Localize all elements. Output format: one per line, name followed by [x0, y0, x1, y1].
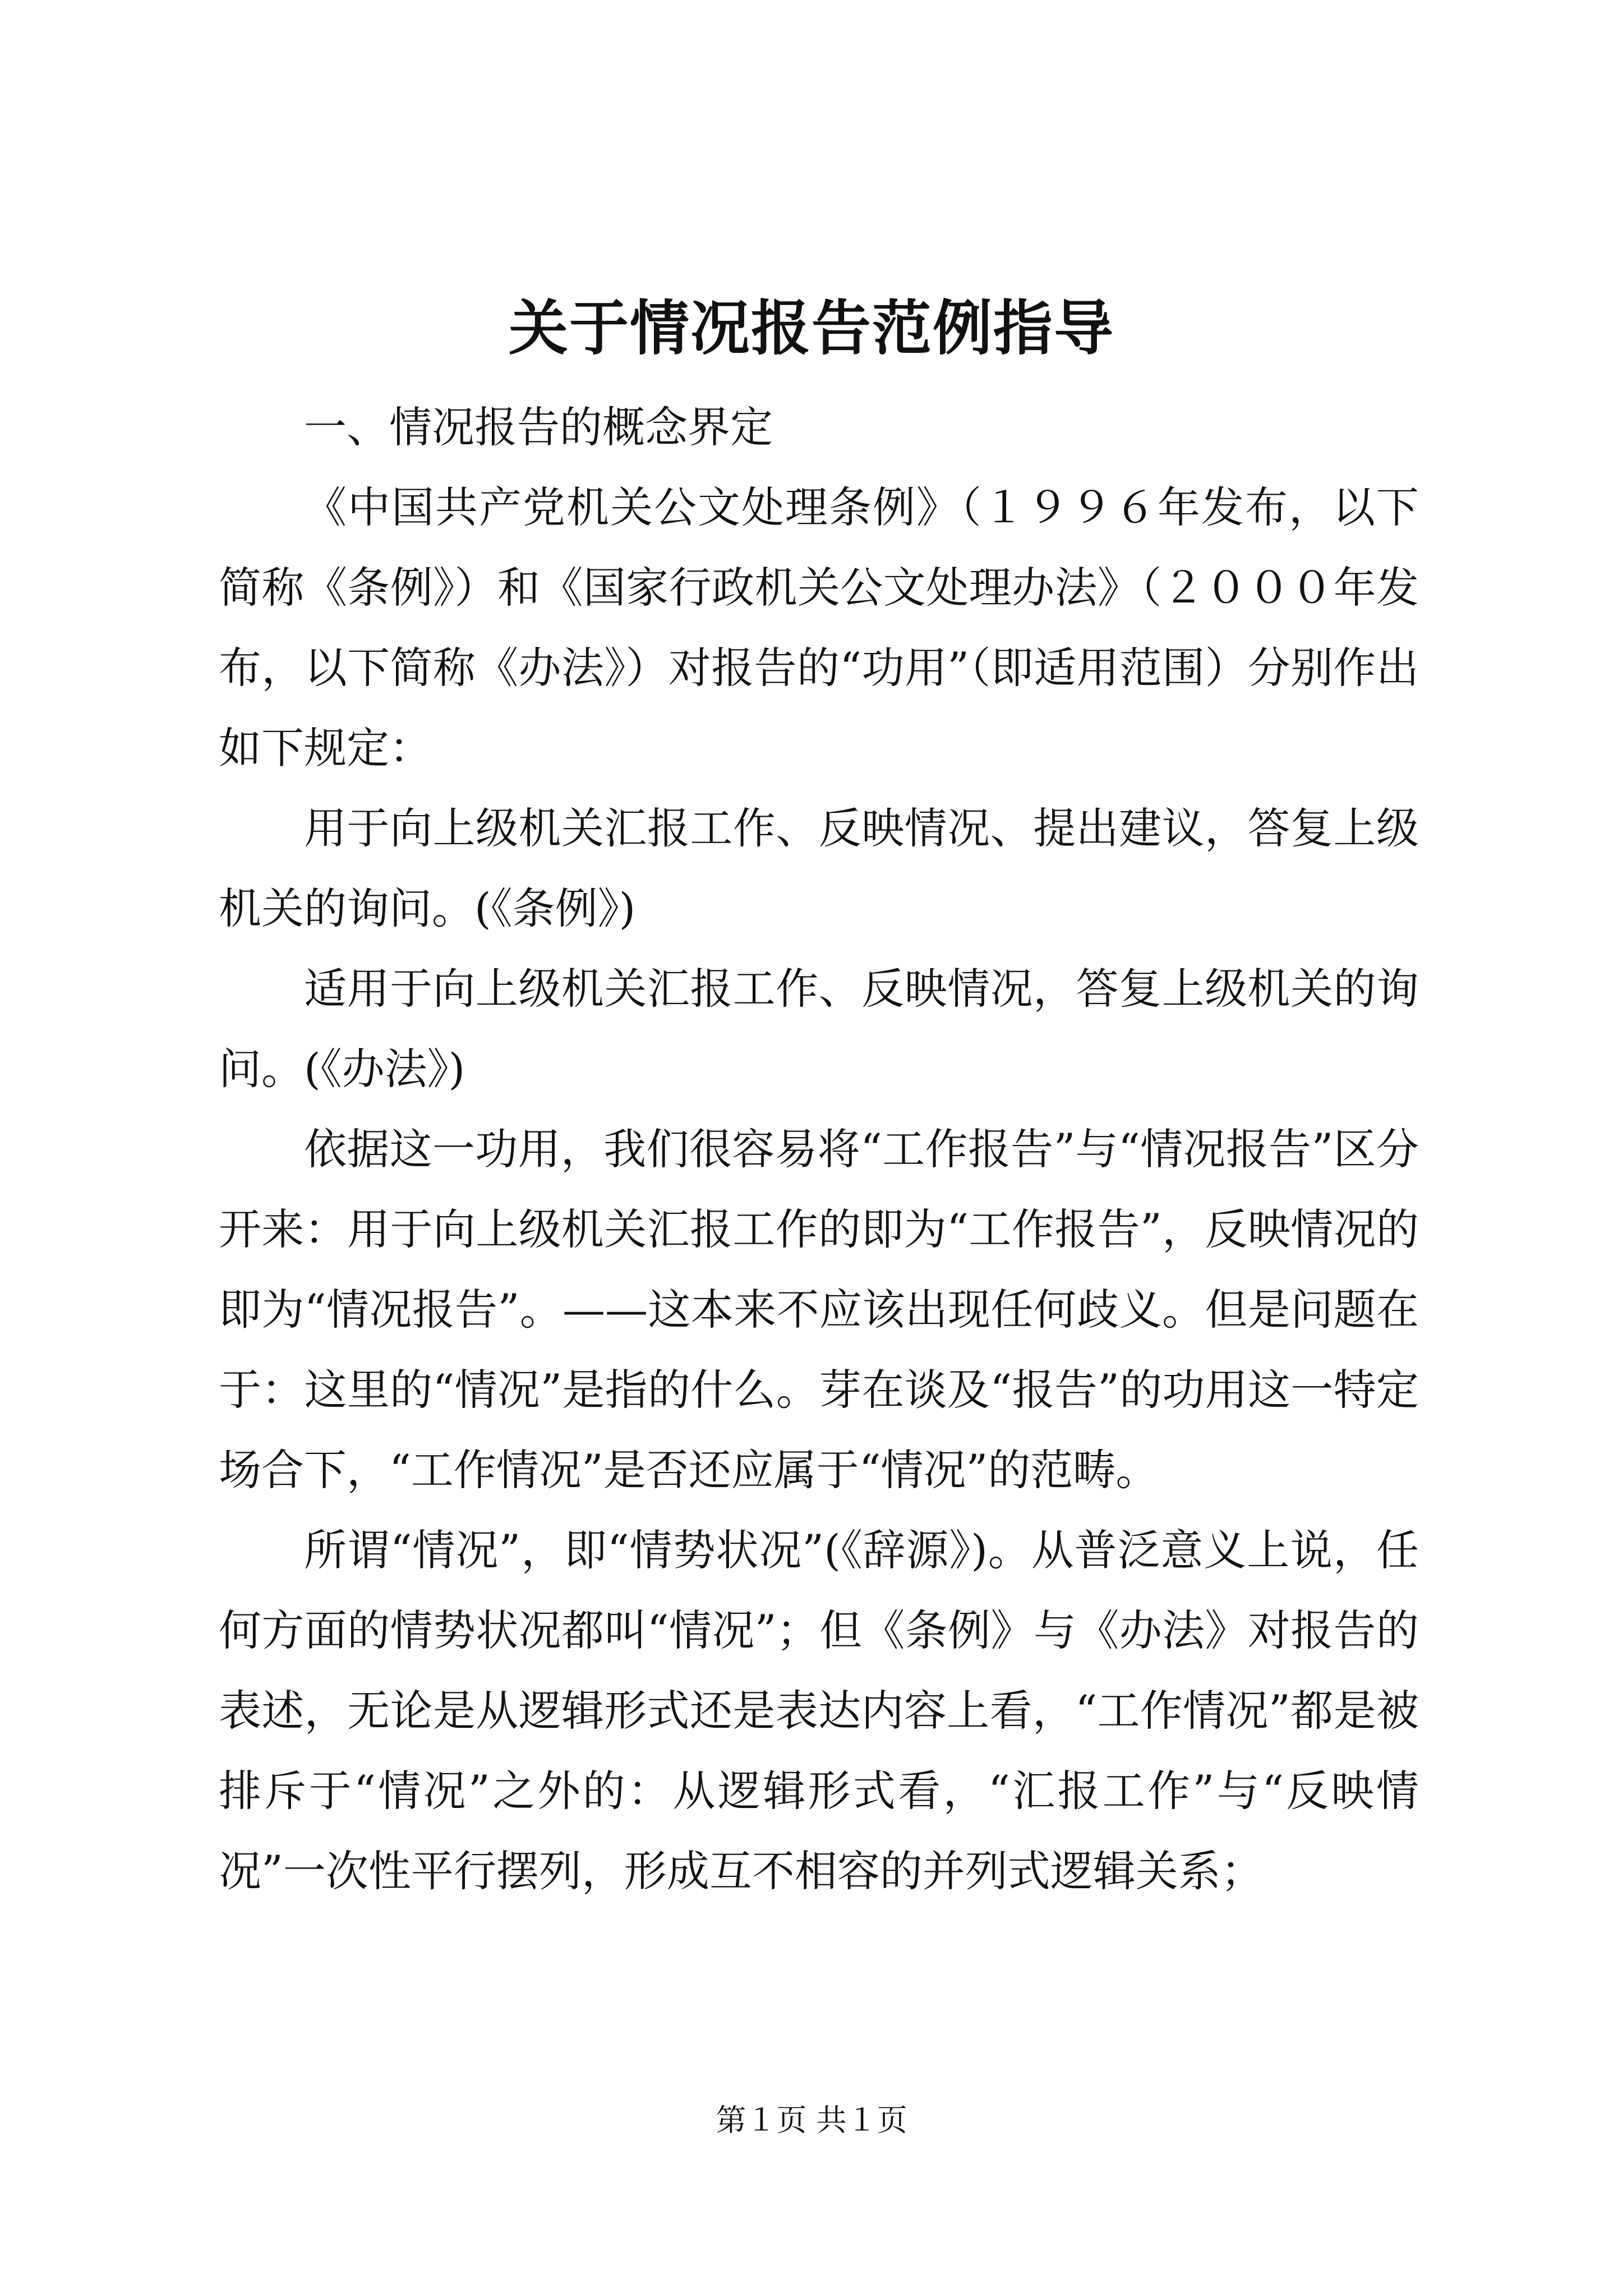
document-body: [219, 387, 1419, 1911]
paragraph: 依据这一功用，我们很容易将“工作报告”与“情况报告”区分开来：用于向上级机关汇报工作的即为“工作报告”，反映情况的即为“情况报告”。——这本来不应该出现任何歧义。但是问题在于：这里的“情况”是指的什么。芽在谈及“报告”的功用这一特定场合下，“工作情况”是否还应属于“情况”的范畴。: [219, 1124, 1419, 1495]
paragraph: 所谓“情况”，即“情势状况”(《辞源》)。从普泛意义上说，任何方面的情势状况都叫“情况”；但《条例》与《办法》对报告的表述，无论是从逻辑形式还是表达内容上看，“工作情况”都是被排斥于“情况”之外的：从逻辑形式看，“汇报工作”与“反映情况”一次性平行摆列，形成互不相容的并列式逻辑关系；: [219, 1525, 1419, 1896]
section-heading: 一、情况报告的概念界定: [304, 402, 773, 452]
page-footer: 第１页 共１页: [716, 2102, 907, 2138]
paragraph: 《中国共产党机关公文处理条例》（１９９６年发布，以下简称《条例》）和《国家行政机关公文处理办法》（２０００年发布，以下简称《办法》）对报告的“功用”（即适用范围）分别作出如下规定：: [219, 482, 1419, 773]
paragraph: 用于向上级机关汇报工作、反映情况、提出建议，答复上级机关的询问。(《条例》): [219, 803, 1419, 933]
document-title: 关于情况报告范例指导: [509, 293, 1114, 363]
paragraph: 适用于向上级机关汇报工作、反映情况，答复上级机关的询问。(《办法》): [219, 964, 1419, 1094]
